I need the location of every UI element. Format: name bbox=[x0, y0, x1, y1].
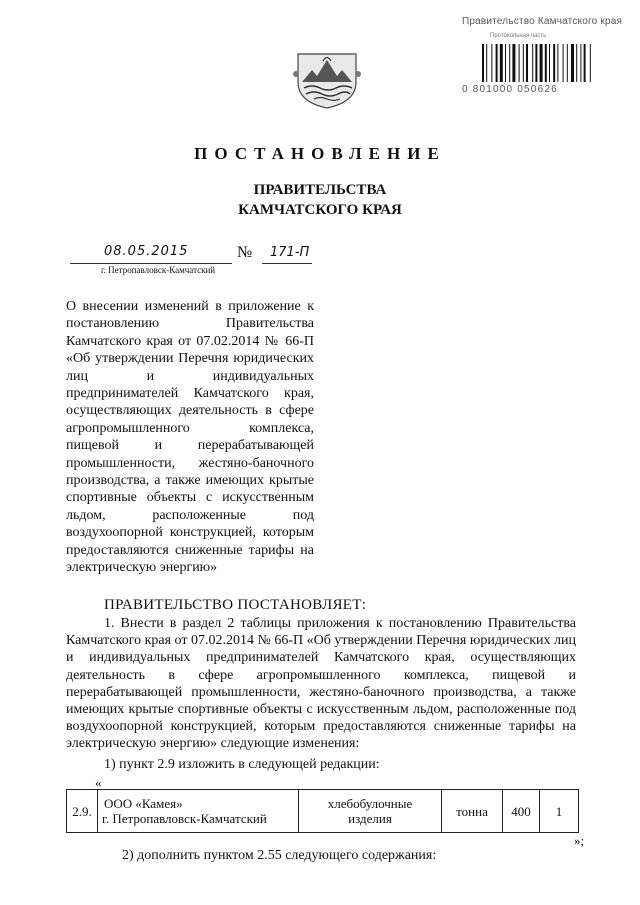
barcode-icon bbox=[480, 40, 620, 84]
decree-statement: ПРАВИТЕЛЬСТВО ПОСТАНОВЛЯЕТ: bbox=[104, 597, 367, 613]
quote-close: »; bbox=[574, 833, 585, 848]
document-number: 171-П bbox=[270, 245, 310, 260]
quote-open: « bbox=[95, 775, 102, 790]
issuer-line-2: КАМЧАТСКОГО КРАЯ bbox=[238, 202, 402, 218]
item-1: 1) пункт 2.9 изложить в следующей редакции: bbox=[104, 757, 380, 772]
cell-product bbox=[299, 790, 442, 833]
barcode-number: 0 801000 050626 bbox=[462, 84, 558, 95]
document-city: г. Петропавловск-Камчатский bbox=[101, 265, 216, 275]
table-row bbox=[67, 790, 579, 833]
document-heading: О внесении изменений в приложение к постановлению Правительства Камчатского края от 07.02.2014 № 66-П «Об утверждении Перечня юридических лиц и индивидуальных предпринимателей Камчатского края, осуществляющих деятельность в сфере агропромышленного комплекса, пищевой и перерабатывающей промышленности, жестяно-баночного производства, а также имеющих крытые спортивные объекты с искусственным льдом, расположенные под воздухоопорной конструкцией, которым предоставляются сниженные тарифы на электрическую энергию» bbox=[66, 299, 314, 576]
number-sign: № bbox=[237, 244, 253, 261]
document-date: 08.05.2015 bbox=[104, 244, 189, 259]
paragraph-1: 1. Внести в раздел 2 таблицы приложения к постановлению Правительства Камчатского края от 07.02.2014 № 66-П «Об утверждении Перечня юридических лиц и индивидуальных предпринимателей Камчатского края, осуществляющих деятельность в сфере агропромышленного комплекса, пищевой и перерабатывающей промышленности, жестяно-баночного производства, а также имеющих крытые спортивные объекты с искусственным льдом, расположенные под воздухоопорной конструкцией, которым предоставляются сниженные тарифы на электрическую энергию» следующие изменения: bbox=[66, 616, 577, 752]
document-title: ПОСТАНОВЛЕНИЕ bbox=[194, 144, 446, 163]
cell-organization bbox=[98, 790, 299, 833]
issuer-block bbox=[0, 180, 640, 220]
product-line-2: изделия bbox=[348, 811, 392, 826]
organization-city: г. Петропавловск-Камчатский bbox=[102, 811, 267, 826]
cell-count: 1 bbox=[540, 790, 579, 833]
coat-of-arms-icon bbox=[290, 52, 364, 110]
date-underline bbox=[70, 263, 232, 264]
number-underline bbox=[262, 263, 312, 264]
stamp-subtitle: Протокольная часть bbox=[490, 33, 547, 39]
cell-unit: тонна bbox=[442, 790, 503, 833]
organization-name: ООО «Камея» bbox=[104, 796, 183, 811]
product-line-1: хлебобулочные bbox=[327, 796, 413, 811]
stamp-organization: Правительство Камчатского края bbox=[462, 16, 623, 27]
item-2: 2) дополнить пунктом 2.55 следующего содержания: bbox=[122, 848, 437, 863]
cell-number: 2.9. bbox=[67, 790, 98, 833]
cell-amount: 400 bbox=[503, 790, 540, 833]
amendment-table bbox=[66, 789, 579, 833]
issuer-line-1: ПРАВИТЕЛЬСТВА bbox=[253, 182, 387, 198]
